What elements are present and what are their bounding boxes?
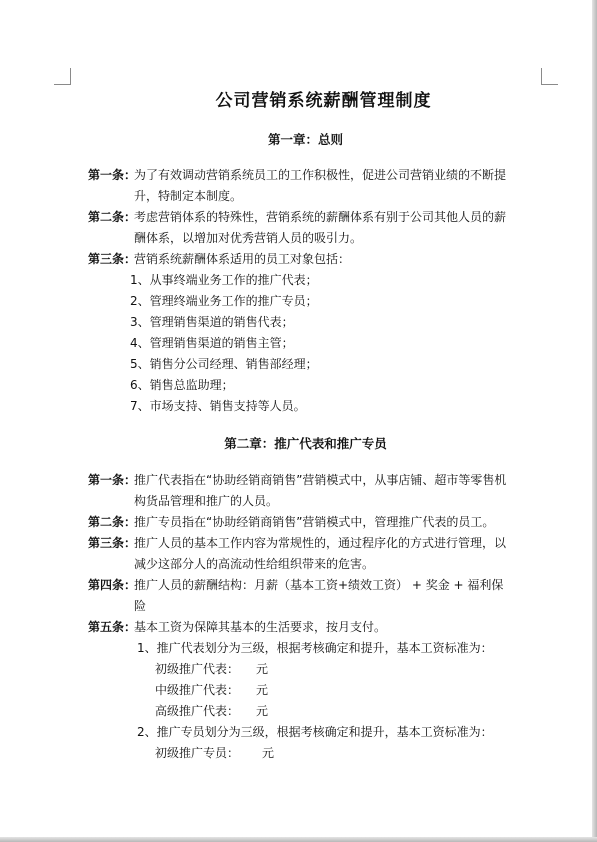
- salary-grade-label: 高级推广代表：: [155, 704, 240, 718]
- list-item: 6、销售总监助理；: [130, 378, 234, 392]
- chapter-1-heading: 第一章：总则: [267, 132, 343, 147]
- chapter-2-article-1: [88, 470, 508, 512]
- chapter-2-article-4: [88, 575, 508, 617]
- article-number: 第三条：: [88, 536, 137, 550]
- chapter-2-article-5: [88, 617, 508, 638]
- salary-unit: 元: [262, 746, 275, 760]
- article-number: 第二条：: [88, 515, 137, 529]
- page-edge-shadow-right: [592, 0, 597, 842]
- salary-grade-intro: 1、推广代表划分为三级，根据考核确定和提升，基本工资标准为：: [137, 641, 493, 655]
- article-text: 推广专员指在“协助经销商销售”营销模式中，管理推广代表的员工。: [134, 515, 495, 529]
- article-text: 推广人员的薪酬结构：月薪（基本工资+绩效工资） + 奖金 + 福利保险: [134, 578, 504, 613]
- chapter-2-heading: 第二章：推广代表和推广专员: [224, 436, 387, 451]
- list-item: 7、市场支持、销售支持等人员。: [130, 399, 306, 413]
- list-item: 2、管理终端业务工作的推广专员；: [130, 294, 318, 308]
- article-number: 第一条：: [88, 168, 137, 182]
- article-text: 推广代表指在“协助经销商销售”营销模式中，从事店铺、超市等零售机构货品管理和推广的人员。: [134, 473, 507, 508]
- salary-grade-label: 初级推广专员：: [155, 746, 240, 760]
- page-edge-shadow-bottom: [0, 837, 597, 842]
- salary-grade-label: 中级推广代表：: [155, 683, 240, 697]
- article-number: 第二条：: [88, 210, 137, 224]
- article-text: 为了有效调动营销系统员工的工作积极性，促进公司营销业绩的不断提升，特制定本制度。: [134, 168, 507, 203]
- article-number: 第三条：: [88, 252, 137, 266]
- article-text: 考虑营销体系的特殊性，营销系统的薪酬体系有别于公司其他人员的薪酬体系，以增加对优秀营销人员的吸引力。: [134, 210, 507, 245]
- list-item: 3、管理销售渠道的销售代表；: [130, 315, 294, 329]
- list-item: 1、从事终端业务工作的推广代表；: [130, 273, 318, 287]
- chapter-1-article-1: [88, 165, 508, 207]
- chapter-2-article-2: [88, 512, 508, 533]
- article-text: 营销系统薪酬体系适用的员工对象包括：: [134, 252, 351, 266]
- salary-grade-intro: 2、推广专员划分为三级，根据考核确定和提升，基本工资标准为：: [137, 725, 493, 739]
- list-item: 5、销售分公司经理、销售部经理；: [130, 357, 318, 371]
- salary-grade-label: 初级推广代表：: [155, 662, 240, 676]
- article-number: 第五条：: [88, 620, 137, 634]
- article-text: 推广人员的基本工作内容为常规性的，通过程序化的方式进行管理，以减少这部分人的高流动性给组织带来的危害。: [134, 536, 507, 571]
- chapter-2-article-3: [88, 533, 508, 575]
- salary-unit: 元: [256, 683, 269, 697]
- salary-unit: 元: [256, 704, 269, 718]
- document-title: 公司营销系统薪酬管理制度: [215, 91, 432, 111]
- chapter-1-article-3: [88, 249, 508, 270]
- crop-mark-top-right: [541, 68, 558, 85]
- salary-unit: 元: [256, 662, 269, 676]
- chapter-1-article-2: [88, 207, 508, 249]
- article-text: 基本工资为保障其基本的生活要求，按月支付。: [134, 620, 387, 634]
- article-number: 第四条：: [88, 578, 137, 592]
- article-number: 第一条：: [88, 473, 137, 487]
- crop-mark-top-left: [54, 68, 71, 85]
- list-item: 4、管理销售渠道的销售主管；: [130, 336, 294, 350]
